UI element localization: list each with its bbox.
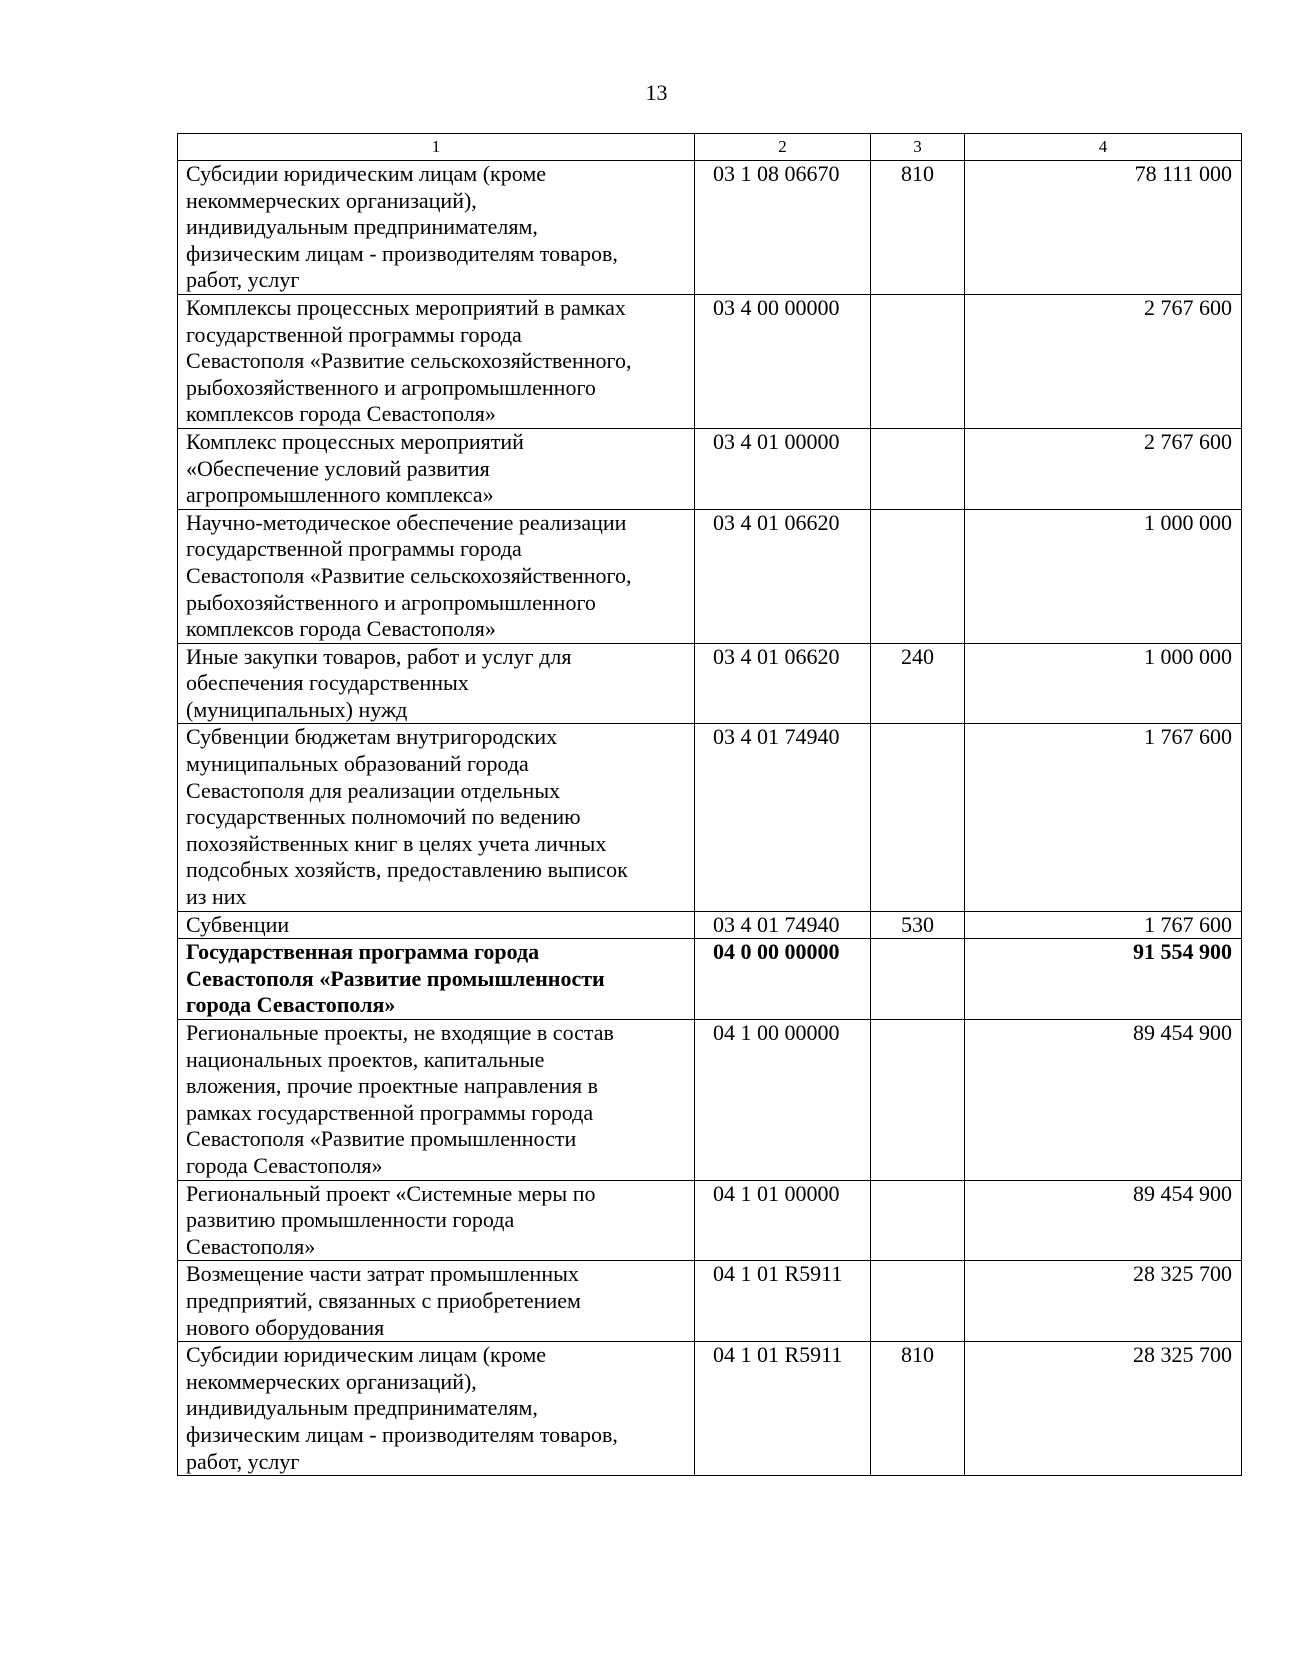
row-name-cell: Комплексы процессных мероприятий в рамках государственной программы города Севастополя «Развитие сельскохозяйственного, рыбохозяйственного и агропромышленного комплексов города Севастополя» [178, 294, 695, 428]
row-amount-cell: 91 554 900 [965, 939, 1242, 1020]
row-amount-cell: 78 111 000 [965, 161, 1242, 295]
table-row [178, 294, 1242, 428]
row-name-cell: Субсидии юридическим лицам (кроме некоммерческих организаций), индивидуальным предпринимателям, физическим лицам - производителям товаров, работ, услуг [178, 161, 695, 295]
row-name-cell: Возмещение части затрат промышленных предприятий, связанных с приобретением нового оборудования [178, 1261, 695, 1342]
table-row [178, 1342, 1242, 1476]
row-amount-cell: 2 767 600 [965, 294, 1242, 428]
row-type-cell [871, 1020, 965, 1181]
row-code-cell: 03 4 01 00000 [695, 428, 871, 509]
row-amount-cell: 2 767 600 [965, 428, 1242, 509]
row-name-cell: Субвенции бюджетам внутригородских муниципальных образований города Севастополя для реализации отдельных государственных полномочий по ведению похозяйственных книг в целях учета личных подсобных хозяйств, предоставлению выписок из них [178, 724, 695, 911]
row-type-cell: 530 [871, 911, 965, 939]
table-row [178, 509, 1242, 643]
row-name-cell: Региональные проекты, не входящие в состав национальных проектов, капитальные вложения, прочие проектные направления в рамках государственной программы города Севастополя «Развитие промышленности города Севастополя» [178, 1020, 695, 1181]
table-row [178, 1180, 1242, 1261]
row-amount-cell: 28 325 700 [965, 1261, 1242, 1342]
table-row [178, 939, 1242, 1020]
row-name-cell: Субвенции [178, 911, 695, 939]
row-code-cell: 03 4 01 74940 [695, 724, 871, 911]
row-amount-cell: 1 000 000 [965, 509, 1242, 643]
row-code-cell: 03 4 00 00000 [695, 294, 871, 428]
row-name-cell: Государственная программа города Севастополя «Развитие промышленности города Севастополя» [178, 939, 695, 1020]
row-name-cell: Региональный проект «Системные меры по развитию промышленности города Севастополя» [178, 1180, 695, 1261]
table-row [178, 911, 1242, 939]
row-name-cell: Иные закупки товаров, работ и услуг для обеспечения государственных (муниципальных) нужд [178, 643, 695, 724]
table-row [178, 161, 1242, 295]
row-type-cell [871, 509, 965, 643]
row-amount-cell: 1 767 600 [965, 911, 1242, 939]
row-amount-cell: 1 000 000 [965, 643, 1242, 724]
table-row [178, 428, 1242, 509]
row-type-cell [871, 1261, 965, 1342]
row-code-cell: 03 4 01 06620 [695, 509, 871, 643]
row-code-cell: 03 1 08 06670 [695, 161, 871, 295]
header-col-1: 1 [178, 134, 695, 161]
table-row [178, 724, 1242, 911]
row-amount-cell: 89 454 900 [965, 1020, 1242, 1181]
row-code-cell: 04 1 01 R5911 [695, 1261, 871, 1342]
row-name-cell: Комплекс процессных мероприятий «Обеспечение условий развития агропромышленного комплекса» [178, 428, 695, 509]
row-code-cell: 03 4 01 74940 [695, 911, 871, 939]
row-type-cell [871, 939, 965, 1020]
table-header-row [178, 134, 1242, 161]
table-body [178, 134, 1242, 1476]
budget-table [177, 133, 1242, 1476]
row-name-cell: Научно-методическое обеспечение реализации государственной программы города Севастополя «Развитие сельскохозяйственного, рыбохозяйственного и агропромышленного комплексов города Севастополя» [178, 509, 695, 643]
header-col-2: 2 [695, 134, 871, 161]
table-row [178, 643, 1242, 724]
row-code-cell: 03 4 01 06620 [695, 643, 871, 724]
row-type-cell: 810 [871, 161, 965, 295]
row-amount-cell: 28 325 700 [965, 1342, 1242, 1476]
row-type-cell: 240 [871, 643, 965, 724]
row-amount-cell: 89 454 900 [965, 1180, 1242, 1261]
row-type-cell [871, 724, 965, 911]
table-row [178, 1261, 1242, 1342]
row-code-cell: 04 1 01 00000 [695, 1180, 871, 1261]
row-code-cell: 04 1 01 R5911 [695, 1342, 871, 1476]
row-code-cell: 04 0 00 00000 [695, 939, 871, 1020]
row-code-cell: 04 1 00 00000 [695, 1020, 871, 1181]
row-amount-cell: 1 767 600 [965, 724, 1242, 911]
row-type-cell [871, 428, 965, 509]
header-col-3: 3 [871, 134, 965, 161]
row-name-cell: Субсидии юридическим лицам (кроме некоммерческих организаций), индивидуальным предпринимателям, физическим лицам - производителям товаров, работ, услуг [178, 1342, 695, 1476]
row-type-cell [871, 1180, 965, 1261]
row-type-cell: 810 [871, 1342, 965, 1476]
table-row [178, 1020, 1242, 1181]
row-type-cell [871, 294, 965, 428]
page-number: 13 [645, 80, 668, 105]
header-col-4: 4 [965, 134, 1242, 161]
